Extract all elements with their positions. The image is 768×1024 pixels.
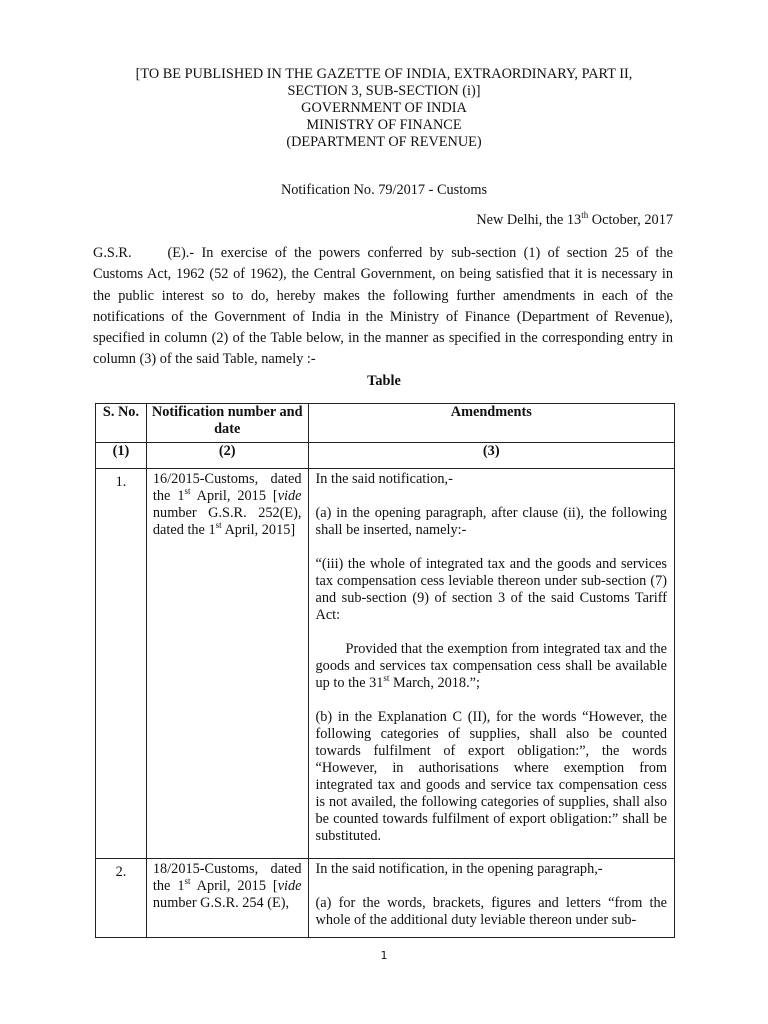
table-header-row — [96, 404, 675, 443]
column-number-row — [96, 443, 675, 469]
header-line-3: GOVERNMENT OF INDIA — [301, 100, 467, 116]
notification-number: Notification No. 79/2017 - Customs — [280, 182, 488, 198]
amend-para: (a) in the opening paragraph, after clause (ii), the following shall be inserted, namely:- — [315, 505, 667, 538]
proviso-sup: st — [383, 673, 390, 684]
notif-sup: st — [184, 876, 191, 887]
page-number: 1 — [380, 949, 388, 962]
notif-vide: vide — [277, 488, 302, 504]
intro-paragraph — [93, 243, 673, 371]
row-sno: 2. — [96, 859, 147, 938]
header-notification: Notification number and date — [146, 404, 308, 443]
table-title: Table — [367, 373, 401, 389]
date-prefix: New Delhi, the 13 — [476, 212, 582, 228]
notif-text: April, 2015] — [221, 522, 296, 538]
row-notification — [146, 859, 308, 938]
header-line-4: MINISTRY OF FINANCE — [306, 117, 462, 133]
header-line-2: SECTION 3, SUB-SECTION (i)] — [287, 83, 481, 99]
amendments-table — [95, 403, 675, 938]
column-number-3: (3) — [308, 443, 674, 469]
notif-text: number G.S.R. 254 (E), — [152, 895, 290, 911]
header-line-1: [TO BE PUBLISHED IN THE GAZETTE OF INDIA, EXTRAORDINARY, PART II, — [135, 66, 633, 82]
gsr-label: G.S.R. — [93, 245, 132, 261]
proviso-text: March, 2018.”; — [389, 675, 480, 691]
row-amendment — [308, 469, 674, 859]
amend-para: In the said notification, in the opening paragraph,- — [315, 861, 603, 877]
row-notification — [146, 469, 308, 859]
date-sup: th — [581, 210, 589, 221]
notif-text: 16/2015-Customs, dated the 1 — [152, 471, 302, 504]
table-row — [96, 859, 675, 938]
notif-text: 18/2015-Customs, dated the 1 — [152, 861, 302, 894]
amend-para: In the said notification,- — [315, 471, 453, 487]
notif-text: number G.S.R. 252(E), dated the 1 — [152, 505, 302, 538]
date-suffix: October, 2017 — [588, 212, 673, 228]
intro-body: (E).- In exercise of the powers conferred by sub-section (1) of section 25 of the Customs Act, 1962 (52 of 1962), the Central Government, on being satisfied that it is necessary in the public interest so to do, hereby makes the following further amendments in each of the notifications of the Government of India in the Ministry of Finance (Department of Revenue), specified in column (2) of the Table below, in the manner as specified in the corresponding entry in column (3) of the said Table, namely :- — [93, 245, 673, 368]
notif-sup: st — [215, 520, 222, 531]
notif-vide: vide — [277, 878, 302, 894]
notification-date — [476, 212, 673, 229]
row-sno: 1. — [96, 469, 147, 859]
header-line-5: (DEPARTMENT OF REVENUE) — [286, 134, 482, 150]
amend-para: (a) for the words, brackets, figures and letters “from the whole of the additional duty leviable thereon under sub- — [315, 895, 667, 928]
column-number-2: (2) — [146, 443, 308, 469]
notif-sup: st — [184, 486, 191, 497]
amend-proviso — [316, 641, 667, 692]
header-amendments: Amendments — [308, 404, 674, 443]
amend-para: “(iii) the whole of integrated tax and the goods and services tax compensation cess leviable thereon under sub-section (7) and sub-section (9) of section 3 of the said Customs Tariff Act: — [315, 556, 667, 623]
header-sno: S. No. — [96, 404, 147, 443]
notif-text: April, 2015 [ — [190, 488, 278, 504]
amend-para: (b) in the Explanation C (II), for the words “However, the following categories of supplies, shall also be counted towards fulfilment of export obligation:”, the words “However, in authorisations where exemption from integrated tax and goods and service tax compensation cess is not availed, the following categories of supplies, shall also be counted towards fulfilment of export obligation:” shall be substituted. — [315, 709, 667, 844]
proviso-text: Provided that the exemption from integrated tax and the goods and services tax compensation cess shall be available up to the 31 — [315, 641, 667, 691]
notif-text: April, 2015 [ — [190, 878, 278, 894]
table-row — [96, 469, 675, 859]
column-number-1: (1) — [96, 443, 147, 469]
row-amendment — [308, 859, 674, 938]
gazette-header — [0, 66, 768, 151]
